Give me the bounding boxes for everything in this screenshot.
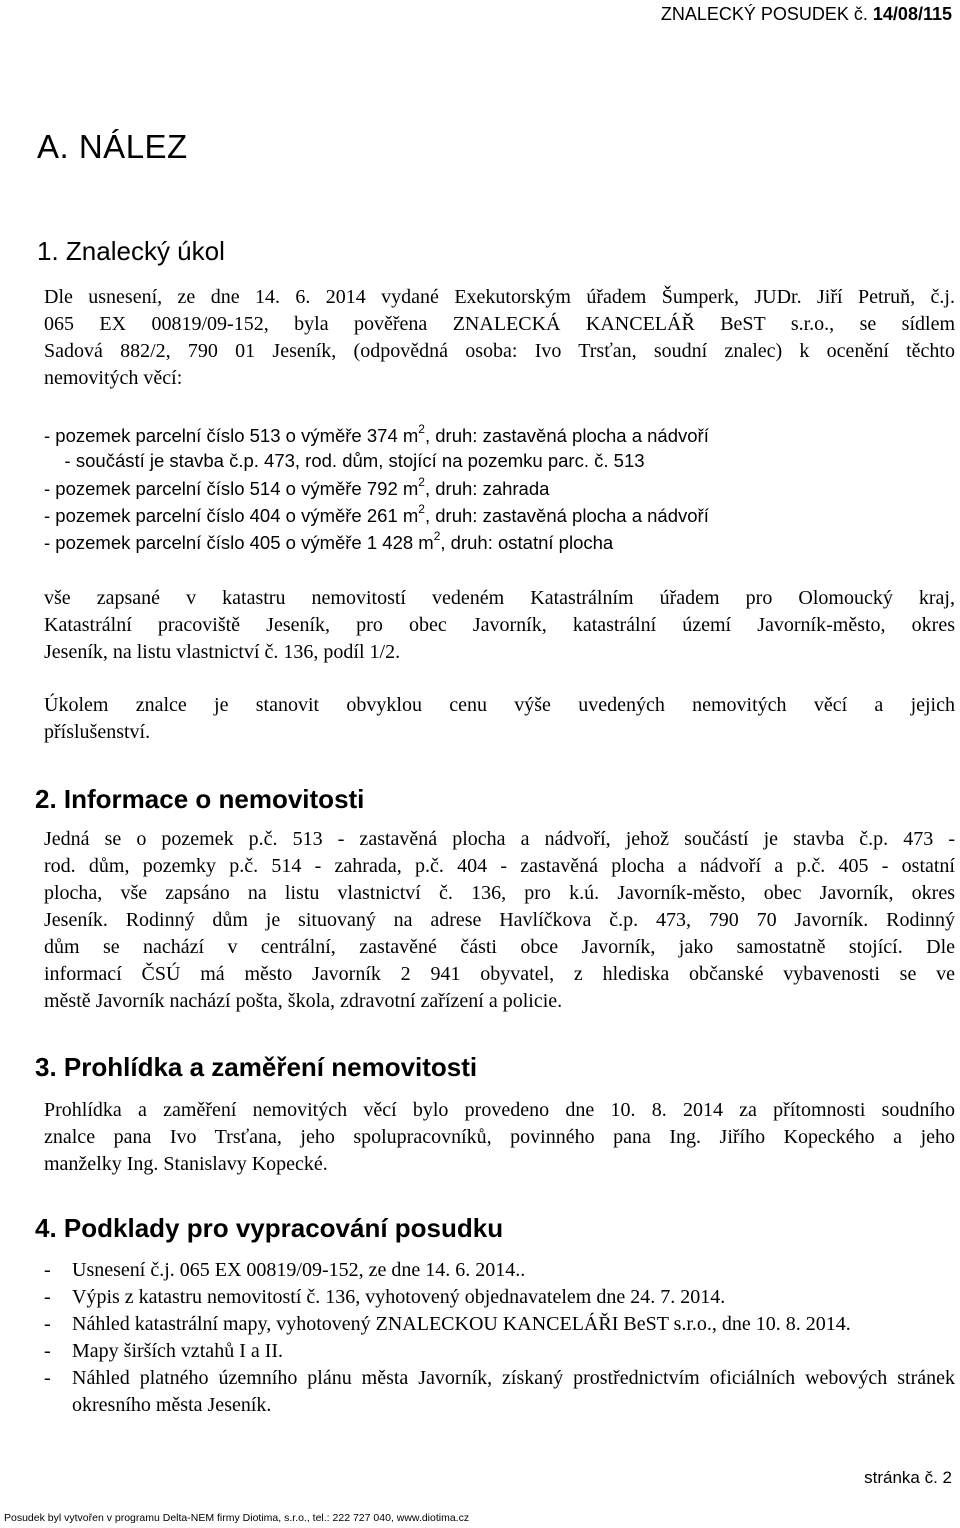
parcel-line: - pozemek parcelní číslo 514 o výměře 792 $m^2$, druh: zahrada [44, 475, 550, 500]
list-item: - Mapy širších vztahů I a II. [44, 1340, 284, 1362]
header-prefix: ZNALECKÝ POSUDEK č. [660, 4, 873, 24]
parcel-line: - pozemek parcelní číslo 513 o výměře 374 $m^2$, druh: zastavěná plocha a nádvoří [44, 422, 709, 447]
intro-line: Sadová 882/2, 790 01 Jeseník, (odpovědná osoba: Ivo Trsťan, soudní znalec) k ocenění těchto [44, 340, 955, 362]
text-line: Jedná se o pozemek p.č. 513 - zastavěná plocha a nádvoří, jehož součástí je stavba č.p. 473 - [44, 828, 955, 850]
text-line: městě Javorník nachází pošta, škola, zdravotní zařízení a policie. [44, 990, 563, 1012]
registry-line: vše zapsané v katastru nemovitostí vedeném Katastrálním úřadem pro Olomoucký kraj, [44, 587, 955, 609]
report-number: 14/08/115 [872, 4, 952, 24]
list-item: - Náhled katastrální mapy, vyhotovený ZNALECKOU KANCELÁŘI BeST s.r.o., dne 10. 8. 2014. [44, 1313, 851, 1335]
intro-line: nemovitých věcí: [44, 367, 183, 389]
task-line: příslušenství. [44, 721, 151, 743]
section-2-heading: 2. Informace o nemovitosti [35, 784, 365, 814]
intro-line: 065 EX 00819/09-152, byla pověřena ZNALECKÁ KANCELÁŘ BeST s.r.o., se sídlem [44, 313, 955, 335]
text-line: dům se nachází v centrální, zastavěné části obce Javorník, jako samostatně stojící. Dle [44, 936, 955, 958]
text-line: znalce pana Ivo Trsťana, jeho spolupracovníků, povinného pana Ing. Jiřího Kopeckého a jeho [44, 1126, 955, 1148]
text-line: manželky Ing. Stanislavy Kopecké. [44, 1153, 328, 1175]
footer-note: Posudek byl vytvořen v programu Delta-NEM firmy Diotima, s.r.o., tel.: 222 727 040, www.diotima.cz [4, 1512, 470, 1524]
section-3-paragraph [44, 1097, 955, 1178]
section-1-heading: 1. Znalecký úkol [37, 236, 225, 266]
parcel-line: - pozemek parcelní číslo 405 o výměře 1 428 $m^2$, druh: ostatní plocha [44, 529, 614, 554]
section-1-intro [44, 284, 955, 392]
intro-line: Dle usnesení, ze dne 14. 6. 2014 vydané Exekutorským úřadem Šumperk, JUDr. Jiří Petruň, č.j. [44, 286, 955, 308]
text-line: Prohlídka a zaměření nemovitých věcí bylo provedeno dne 10. 8. 2014 za přítomnosti soudního [44, 1099, 955, 1121]
section-3-heading: 3. Prohlídka a zaměření nemovitosti [35, 1052, 478, 1082]
document-header [661, 4, 952, 25]
page-title: A. NÁLEZ [37, 128, 188, 165]
registry-paragraph [44, 585, 955, 666]
task-paragraph [44, 692, 955, 746]
text-line: informací ČSÚ má město Javorník 2 941 obyvatel, z hlediska občanské vybavenosti se ve [44, 963, 955, 985]
text-line: rod. dům, pozemky p.č. 514 - zahrada, p.č. 404 - zastavěná plocha a nádvoří a p.č. 405 - ostatní [44, 855, 955, 877]
list-item: - Usnesení č.j. 065 EX 00819/09-152, ze dne 14. 6. 2014.. [44, 1259, 526, 1281]
registry-line: Jeseník, na listu vlastnictví č. 136, podíl 1/2. [44, 641, 401, 663]
registry-line: Katastrální pracoviště Jeseník, pro obec Javorník, katastrální území Javorník-město, okres [44, 614, 955, 636]
parcel-line: - součástí je stavba č.p. 473, rod. dům, stojící na pozemku parc. č. 513 [44, 450, 645, 471]
list-item: - Výpis z katastru nemovitostí č. 136, vyhotovený objednavatelem dne 24. 7. 2014. [44, 1286, 726, 1308]
task-line: Úkolem znalce je stanovit obvyklou cenu výše uvedených nemovitých věcí a jejich [44, 694, 955, 716]
parcel-line: - pozemek parcelní číslo 404 o výměře 261 $m^2$, druh: zastavěná plocha a nádvoří [44, 502, 709, 527]
section-4-heading: 4. Podklady pro vypracování posudku [35, 1213, 504, 1243]
text-line: plocha, vše zapsáno na listu vlastnictví č. 136, pro k.ú. Javorník-město, obec Javorník, okres [44, 882, 955, 904]
text-line: Jeseník. Rodinný dům je situovaný na adrese Havlíčkova č.p. 473, 790 70 Javorník. Rodinný [44, 909, 955, 931]
page-number: stránka č. 2 [864, 1468, 952, 1487]
sources-list [44, 1257, 955, 1419]
list-item: - Náhled platného územního plánu města Javorník, získaný prostřednictvím oficiálních webových stránek okresního města Jeseník. [44, 1367, 955, 1416]
section-2-paragraph [44, 826, 955, 1015]
